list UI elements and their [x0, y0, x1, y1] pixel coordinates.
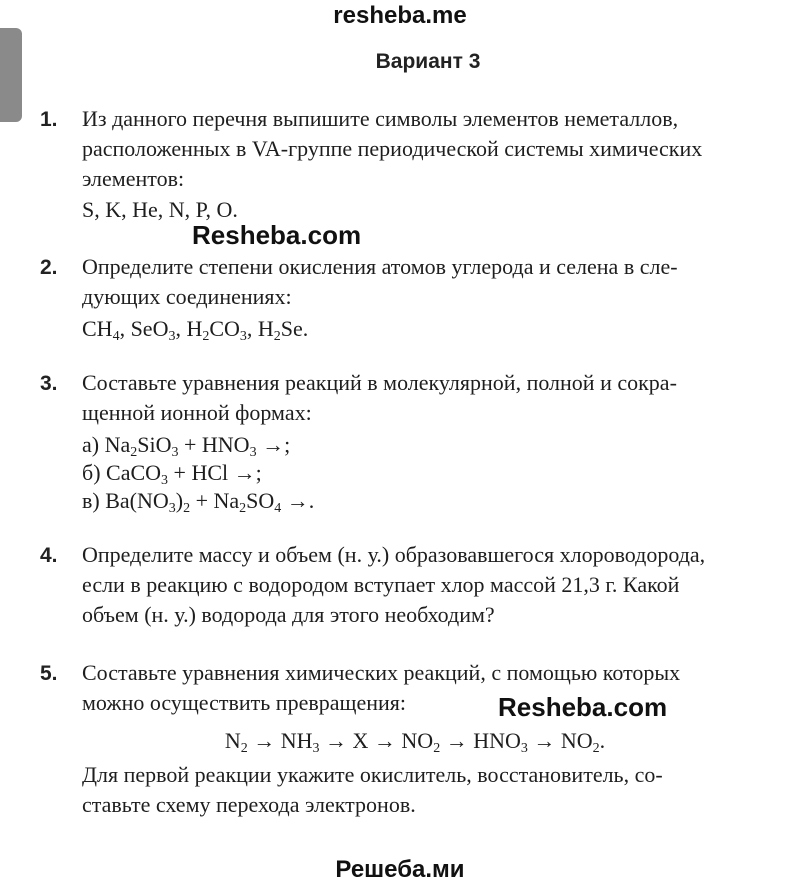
task-2-formulas: $CH_4$, SeO$_3$, $H_2CO_3$, $H_2Se$. — [82, 316, 309, 344]
watermark-middle-1: Resheba.com — [192, 220, 362, 250]
task-5-line-1: Составьте уравнения химических реакций, с помощью которых — [82, 660, 681, 685]
task-2-line-2: дующих соединениях: — [82, 284, 292, 309]
task-4-line-1: Определите массу и объем (н. у.) образовавшегося хлороводорода, — [82, 542, 706, 567]
task-4-line-3: объем (н. у.) водорода для этого необходим? — [82, 602, 495, 627]
task-1-elements: S, K, He, N, P, O. — [82, 197, 238, 222]
task-3-item-b: б) CaCO$_3$ + HCl →; — [82, 460, 262, 488]
task-5-line-2: можно осуществить превращения: — [82, 690, 406, 715]
task-5-line-3: Для первой реакции укажите окислитель, восстановитель, со- — [82, 762, 663, 787]
task-3-number: 3. — [40, 372, 58, 395]
task-2-line-1: Определите степени окисления атомов углерода и селена в сле- — [82, 254, 678, 279]
task-4-line-2: если в реакцию с водородом вступает хлор массой 21,3 г. Какой — [82, 572, 680, 597]
variant-title: Вариант 3 — [375, 50, 481, 73]
task-5-transformation-chain: $N_2 \to NH_3 \to X \to NO_2 \to HNO_3 \to NO_2$. — [224, 728, 606, 756]
watermark-middle-2: Resheba.com — [498, 692, 668, 722]
task-4-number: 4. — [40, 544, 58, 567]
task-1-number: 1. — [40, 108, 58, 131]
task-2-number: 2. — [40, 256, 58, 279]
side-tab-marker — [0, 28, 22, 122]
task-3-item-c: в) $Ba(NO_3)_2 + Na_2SO_4$ →. — [82, 488, 315, 516]
watermark-top: resheba.me — [333, 2, 467, 29]
task-3-line-1: Составьте уравнения реакций в молекулярной, полной и сокра- — [82, 370, 677, 395]
task-3-item-a: а) $Na_2SiO_3 + HNO_3$ →; — [82, 432, 291, 460]
task-5-line-4: ставьте схему перехода электронов. — [82, 792, 416, 817]
task-5-number: 5. — [40, 662, 58, 685]
watermark-bottom: Решеба.ми — [335, 856, 465, 883]
task-1-line-3: элементов: — [82, 166, 185, 191]
task-1-line-2: расположенных в VA-группе периодической системы химических — [82, 136, 703, 161]
task-3-line-2: щенной ионной формах: — [82, 400, 312, 425]
task-1-line-1: Из данного перечня выпишите символы элементов неметаллов, — [82, 106, 679, 131]
